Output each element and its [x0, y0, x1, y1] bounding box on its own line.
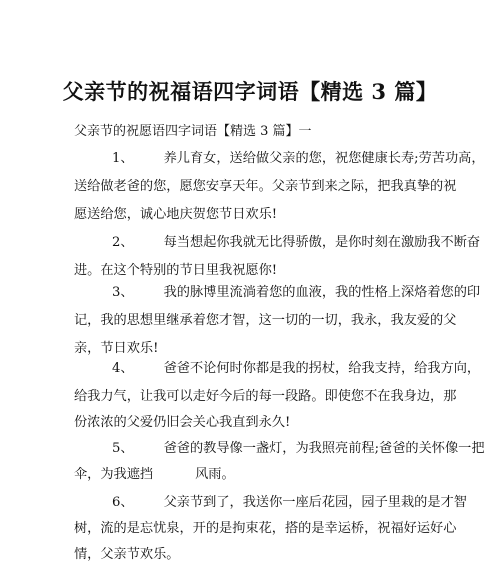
document-title: 父亲节的祝福语四字词语【精选 3 篇】	[62, 79, 438, 104]
line-text: 树，流的是忘忧泉，开的是拘束花，搭的是幸运桥，祝福好运好心	[74, 521, 457, 536]
document-subtitle: 父亲节的祝愿语四字词语【精选 3 篇】一	[74, 124, 312, 139]
line-text: 爸爸的教导像一盏灯，为我照亮前程;爸爸的关怀像一把	[163, 441, 485, 456]
line-text: 送给做老爸的您，愿您安享天年。父亲节到来之际，把我真挚的祝	[74, 179, 457, 194]
paragraph-line	[112, 150, 485, 168]
line-text: 父亲节到了，我送你一座后花园，园子里栽的是才智	[163, 495, 467, 510]
line-text: 愿送给您，诚心地庆贺您节日欢乐!	[74, 207, 278, 222]
line-text: 伞，为我遮挡	[74, 467, 154, 482]
line-text: 份浓浓的父爱仍旧会关心我直到永久!	[74, 415, 291, 430]
line-text: 亲，节日欢乐!	[74, 341, 159, 356]
line-text: 情，父亲节欢乐。	[74, 547, 180, 562]
line-text: 风雨。	[195, 467, 235, 482]
line-text: 养儿育女，送给做父亲的您，祝您健康长寿;劳苦功高，	[163, 151, 485, 166]
paragraph-line	[112, 284, 480, 302]
line-text: 每当想起你我就无比得骄傲，是你时刻在激励我不断奋	[163, 235, 481, 250]
paragraph-line	[112, 360, 480, 378]
line-text: 我的脉博里流淌着您的血液，我的性格上深烙着您的印	[163, 285, 481, 300]
line-text: 给我力气，让我可以走好今后的每一段路。即使您不在我身边，那	[74, 389, 457, 404]
item-number: 6、	[112, 495, 134, 510]
paragraph-line	[112, 234, 480, 252]
line-text: 进。在这个特别的节日里我祝愿你!	[74, 263, 278, 278]
paragraph-line	[112, 440, 485, 458]
item-number: 1、	[112, 151, 134, 166]
item-number: 3、	[112, 285, 134, 300]
paragraph-line	[112, 494, 467, 512]
item-number: 2、	[112, 235, 134, 250]
paragraph-line	[74, 466, 235, 484]
line-text: 记，我的思想里继承着您才智，这一切的一切，我永，我友爱的父	[74, 313, 457, 328]
item-number: 5、	[112, 441, 134, 456]
line-text: 爸爸不论何时你都是我的拐杖，给我支持，给我方向，	[163, 361, 481, 376]
item-number: 4、	[112, 361, 134, 376]
